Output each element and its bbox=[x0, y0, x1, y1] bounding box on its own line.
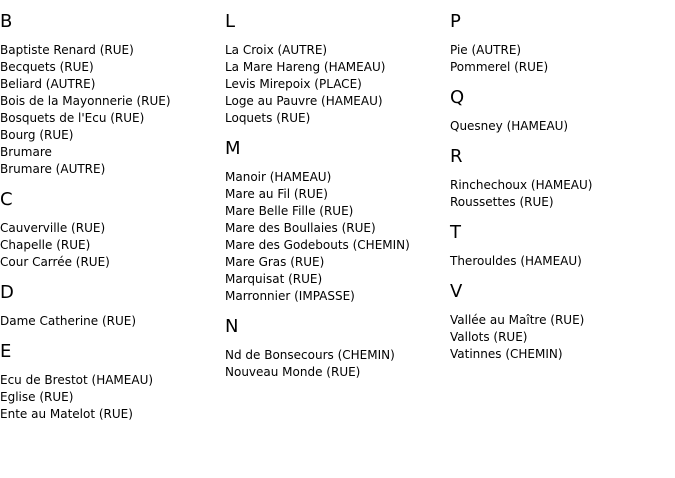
street-list bbox=[225, 347, 450, 381]
letter-section-l bbox=[225, 11, 450, 127]
letter-section-c bbox=[0, 189, 225, 271]
letter-section-q bbox=[450, 87, 675, 135]
letter-section-m bbox=[225, 138, 450, 305]
street-item: Becquets (RUE) bbox=[0, 60, 94, 74]
street-item: Ecu de Brestot (HAMEAU) bbox=[0, 373, 154, 387]
street-item: Nouveau Monde (RUE) bbox=[225, 365, 361, 379]
street-item: Mare des Boullaies (RUE) bbox=[225, 221, 376, 235]
street-item: Marronnier (IMPASSE) bbox=[225, 289, 355, 303]
section-letter: C bbox=[0, 189, 13, 210]
street-item: Vallée au Maître (RUE) bbox=[450, 313, 585, 327]
section-letter: P bbox=[450, 11, 461, 32]
street-item: Nd de Bonsecours (CHEMIN) bbox=[225, 348, 395, 362]
section-letter: T bbox=[450, 222, 461, 243]
section-letter: B bbox=[0, 11, 13, 32]
street-item: Bois de la Mayonnerie (RUE) bbox=[0, 94, 171, 108]
letter-section-e bbox=[0, 341, 225, 423]
street-item: La Croix (AUTRE) bbox=[225, 43, 328, 57]
section-letter: V bbox=[450, 281, 463, 302]
street-item: Chapelle (RUE) bbox=[0, 238, 91, 252]
street-item: Cour Carrée (RUE) bbox=[0, 255, 110, 269]
street-item: Loquets (RUE) bbox=[225, 111, 311, 125]
street-item: Mare Gras (RUE) bbox=[225, 255, 325, 269]
street-index-column-2 bbox=[225, 0, 450, 389]
section-letter: Q bbox=[450, 87, 465, 108]
street-item: Marquisat (RUE) bbox=[225, 272, 323, 286]
street-item: Brumare bbox=[0, 145, 52, 159]
section-letter: D bbox=[0, 282, 14, 303]
street-list bbox=[0, 313, 225, 330]
street-item: Vallots (RUE) bbox=[450, 330, 528, 344]
street-item: Levis Mirepoix (PLACE) bbox=[225, 77, 362, 91]
street-item: Baptiste Renard (RUE) bbox=[0, 43, 134, 57]
letter-section-b bbox=[0, 11, 225, 178]
street-index-column-3 bbox=[450, 0, 675, 371]
street-list bbox=[450, 42, 675, 76]
street-list bbox=[0, 42, 225, 178]
letter-section-t bbox=[450, 222, 675, 270]
street-item: Loge au Pauvre (HAMEAU) bbox=[225, 94, 383, 108]
letter-section-v bbox=[450, 281, 675, 363]
section-letter: E bbox=[0, 341, 12, 362]
letter-section-d bbox=[0, 282, 225, 330]
section-letter: N bbox=[225, 316, 239, 337]
street-item: Manoir (HAMEAU) bbox=[225, 170, 332, 184]
letter-section-n bbox=[225, 316, 450, 381]
street-list bbox=[0, 220, 225, 271]
street-list bbox=[450, 118, 675, 135]
letter-section-r bbox=[450, 146, 675, 211]
street-item: Rinchechoux (HAMEAU) bbox=[450, 178, 593, 192]
street-list bbox=[225, 169, 450, 305]
street-item: Pommerel (RUE) bbox=[450, 60, 549, 74]
street-item: Quesney (HAMEAU) bbox=[450, 119, 569, 133]
street-list bbox=[450, 177, 675, 211]
letter-section-p bbox=[450, 11, 675, 76]
street-item: Eglise (RUE) bbox=[0, 390, 74, 404]
street-item: Roussettes (RUE) bbox=[450, 195, 554, 209]
street-item: Bosquets de l'Ecu (RUE) bbox=[0, 111, 145, 125]
street-item: Brumare (AUTRE) bbox=[0, 162, 106, 176]
street-item: Ente au Matelot (RUE) bbox=[0, 407, 133, 421]
street-list bbox=[450, 253, 675, 270]
street-index-column-1 bbox=[0, 0, 225, 431]
street-item: Mare des Godebouts (CHEMIN) bbox=[225, 238, 410, 252]
street-item: Mare au Fil (RUE) bbox=[225, 187, 328, 201]
street-item: Pie (AUTRE) bbox=[450, 43, 522, 57]
section-letter: R bbox=[450, 146, 463, 167]
street-item: Vatinnes (CHEMIN) bbox=[450, 347, 563, 361]
street-item: Beliard (AUTRE) bbox=[0, 77, 96, 91]
street-item: Cauverville (RUE) bbox=[0, 221, 106, 235]
street-list bbox=[225, 42, 450, 127]
street-item: La Mare Hareng (HAMEAU) bbox=[225, 60, 386, 74]
street-list bbox=[0, 372, 225, 423]
street-item: Therouldes (HAMEAU) bbox=[450, 254, 582, 268]
street-item: Bourg (RUE) bbox=[0, 128, 74, 142]
street-item: Mare Belle Fille (RUE) bbox=[225, 204, 354, 218]
street-item: Dame Catherine (RUE) bbox=[0, 314, 137, 328]
section-letter: L bbox=[225, 11, 236, 32]
section-letter: M bbox=[225, 138, 241, 159]
street-list bbox=[450, 312, 675, 363]
